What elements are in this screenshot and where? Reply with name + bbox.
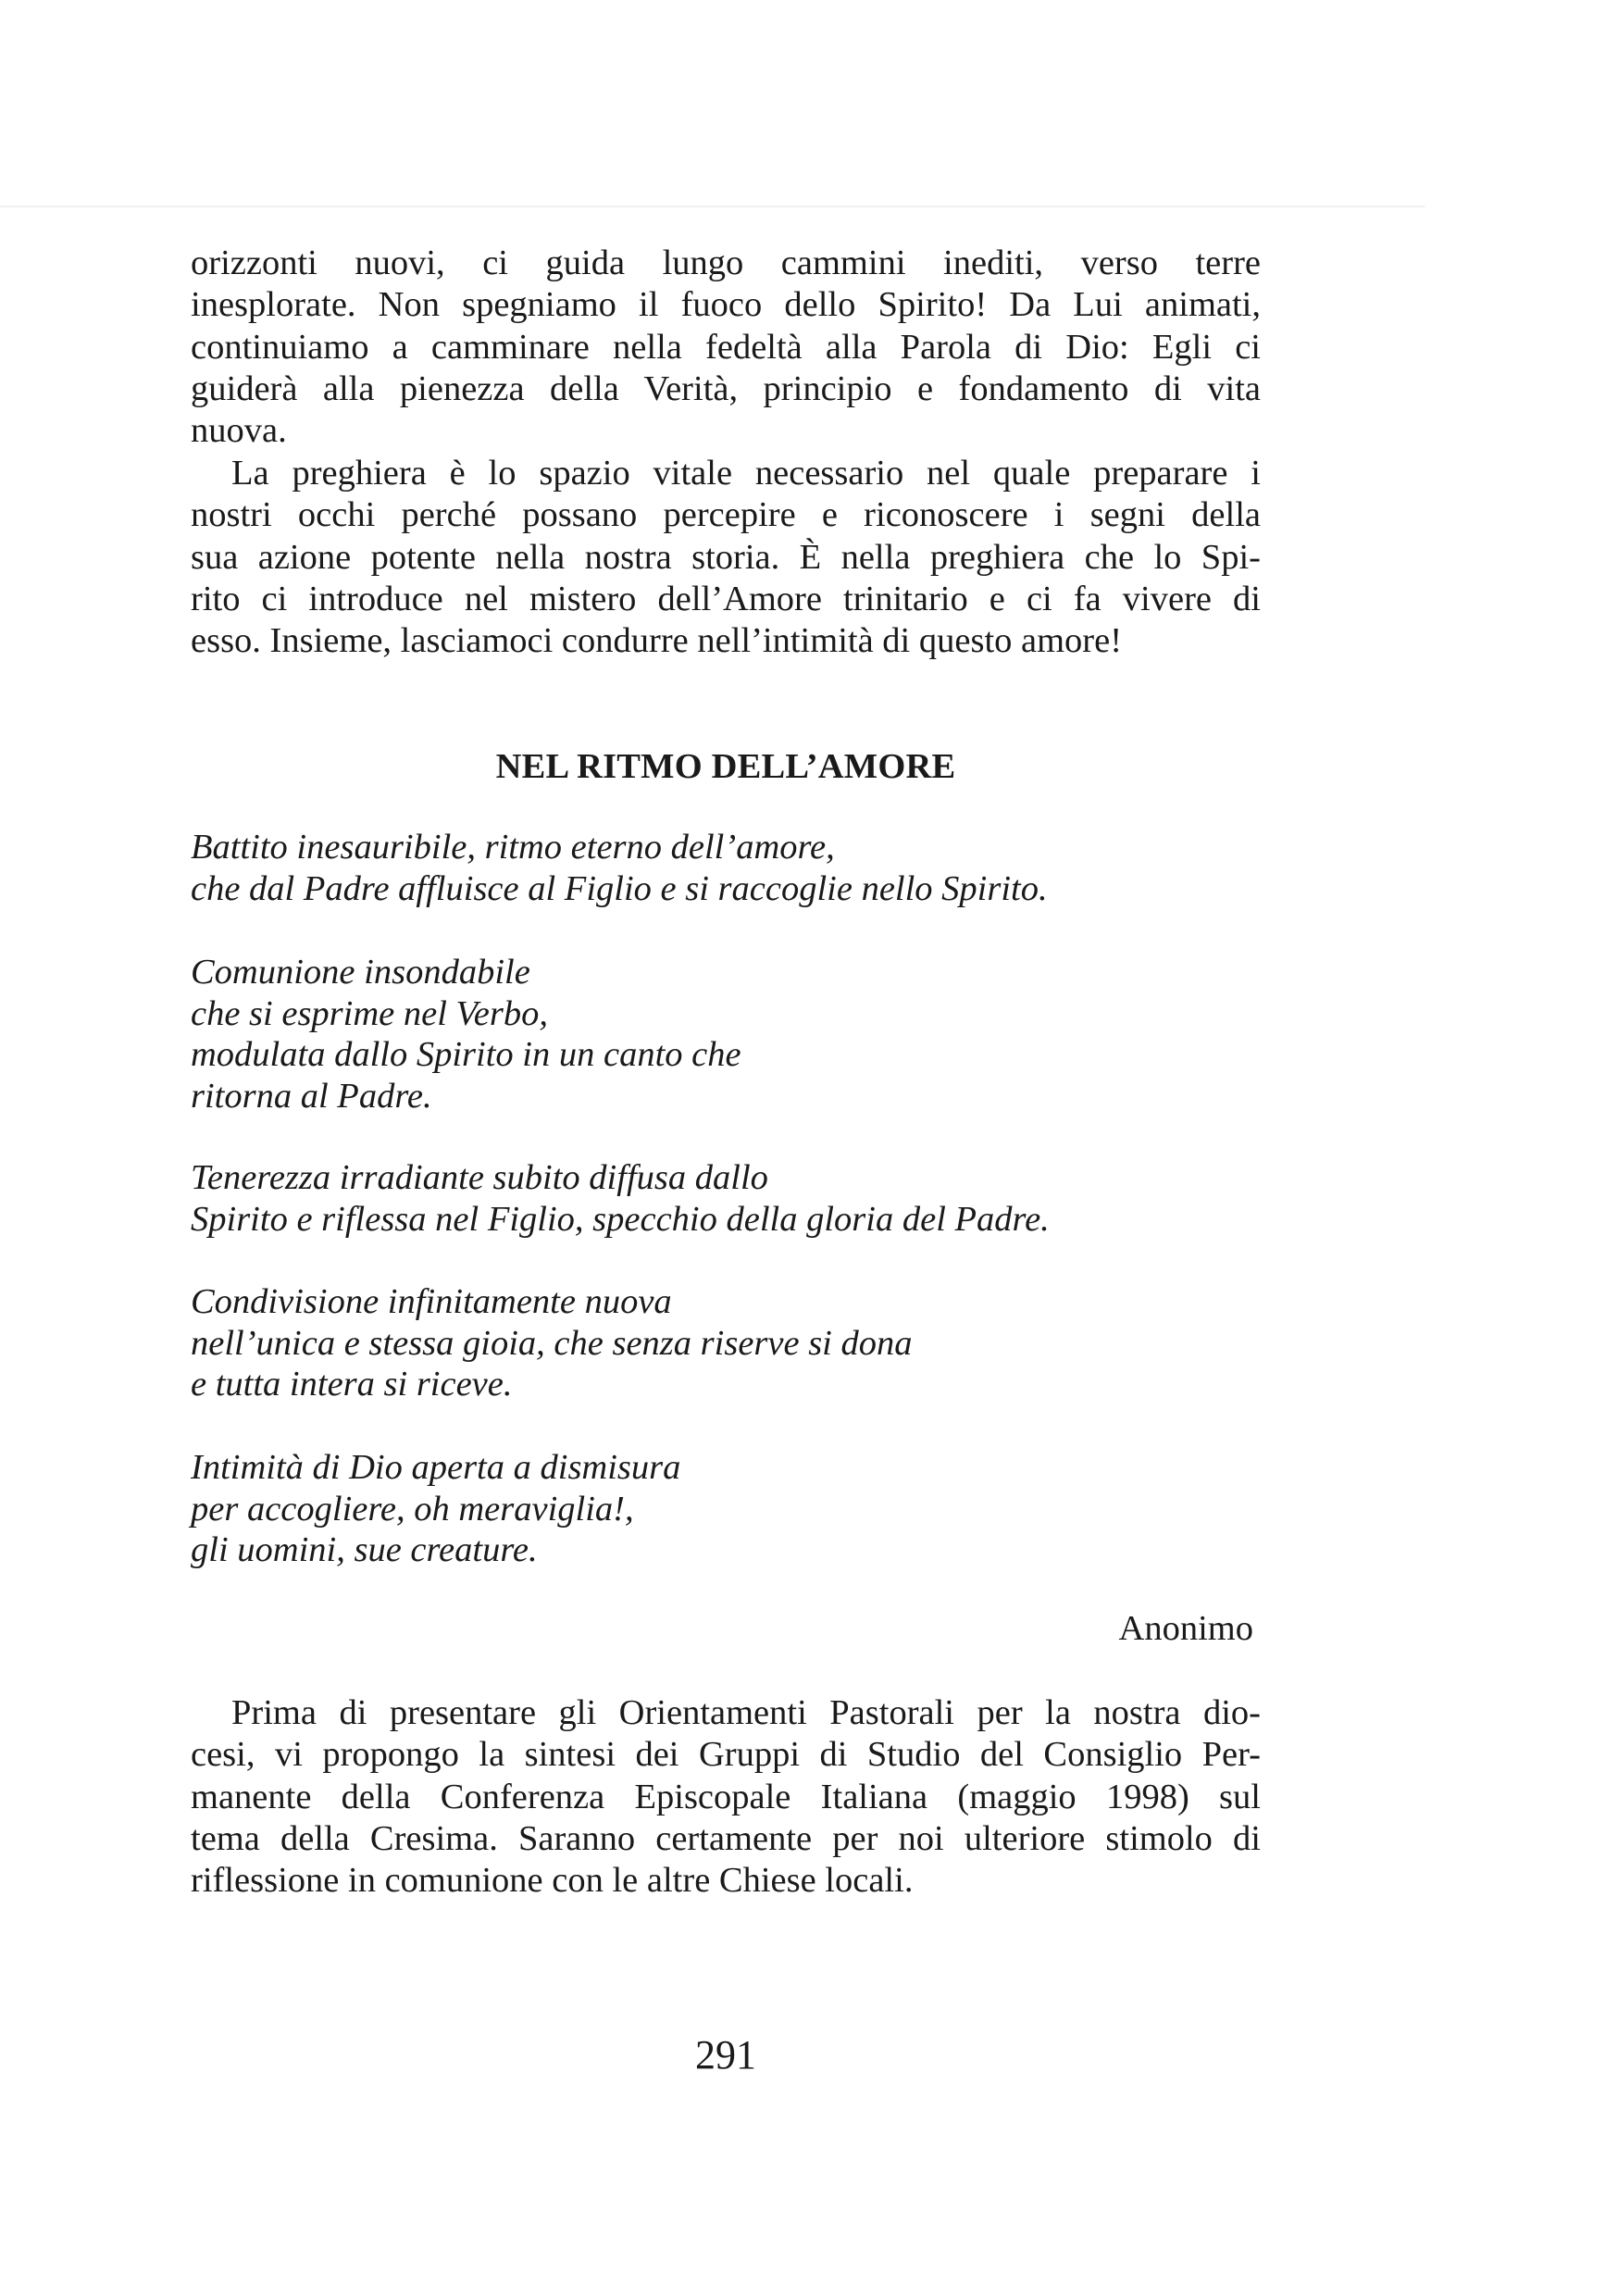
verse-line: che dal Padre affluisce al Figlio e si raccoglie nello Spirito. <box>191 868 1048 908</box>
text-line: sua azione potente nella nostra storia. È nella preghiera che lo Spi- <box>191 537 1261 577</box>
verse-line: per accogliere, oh meraviglia!, <box>191 1489 634 1529</box>
verse-line: gli uomini, sue creature. <box>191 1530 538 1569</box>
text-line: guiderà alla pienezza della Verità, principio e fondamento di vita <box>191 368 1261 408</box>
verse-line: nell’unica e stessa gioia, che senza riserve si dona <box>191 1323 913 1363</box>
text-line: manente della Conferenza Episcopale Italiana (maggio 1998) sul <box>191 1777 1261 1816</box>
text-line: rito ci introduce nel mistero dell’Amore trinitario e ci fa vivere di <box>191 579 1261 618</box>
verse-line: e tutta intera si riceve. <box>191 1365 513 1404</box>
text-line: riflessione in comunione con le altre Chiese locali. <box>191 1861 914 1901</box>
verse-line: Condivisione infinitamente nuova <box>191 1282 672 1321</box>
poem-stanza-1 <box>191 827 1261 909</box>
text-line: Prima di presentare gli Orientamenti Pastorali per la nostra dio- <box>231 1693 1261 1732</box>
poem-stanza-3 <box>191 1157 1261 1240</box>
paragraph-2 <box>191 453 1261 662</box>
verse-line: modulata dallo Spirito in un canto che <box>191 1035 741 1074</box>
paragraph-3 <box>191 1692 1261 1902</box>
verse-line: Battito inesauribile, ritmo eterno dell’amore, <box>191 828 835 867</box>
text-line: orizzonti nuovi, ci guida lungo cammini inediti, verso terre <box>191 243 1261 282</box>
paragraph-1 <box>191 243 1261 452</box>
verse-line: Comunione insondabile <box>191 953 530 992</box>
verse-line: che si esprime nel Verbo, <box>191 993 548 1033</box>
text-line: esso. Insieme, lasciamoci condurre nell’intimità di questo amore! <box>191 621 1123 661</box>
text-line: La preghiera è lo spazio vitale necessario nel quale preparare i <box>231 454 1261 493</box>
text-line: cesi, vi propongo la sintesi dei Gruppi di Studio del Consiglio Per- <box>191 1735 1261 1775</box>
poem-stanza-4 <box>191 1281 1261 1405</box>
poem-author: Anonimo <box>1118 1609 1253 1648</box>
verse-line: Intimità di Dio aperta a dismisura <box>191 1448 681 1487</box>
text-line: tema della Cresima. Saranno certamente per noi ulteriore stimolo di <box>191 1818 1261 1858</box>
verse-line: ritorna al Padre. <box>191 1076 432 1116</box>
scan-edge-line <box>0 206 1425 207</box>
poem-title: NEL RITMO DELL’AMORE <box>495 747 956 786</box>
verse-line: Spirito e riflessa nel Figlio, specchio della gloria del Padre. <box>191 1199 1050 1239</box>
text-line: nostri occhi perché possano percepire e riconoscere i segni della <box>191 495 1261 535</box>
poem-stanza-5 <box>191 1447 1261 1571</box>
text-line: nuova. <box>191 411 287 451</box>
poem-stanza-2 <box>191 952 1261 1117</box>
verse-line: Tenerezza irradiante subito diffusa dallo <box>191 1158 768 1197</box>
text-line: continuiamo a camminare nella fedeltà alla Parola di Dio: Egli ci <box>191 327 1261 367</box>
text-line: inesplorate. Non spegniamo il fuoco dello Spirito! Da Lui animati, <box>191 285 1261 325</box>
page-number: 291 <box>695 2032 756 2078</box>
